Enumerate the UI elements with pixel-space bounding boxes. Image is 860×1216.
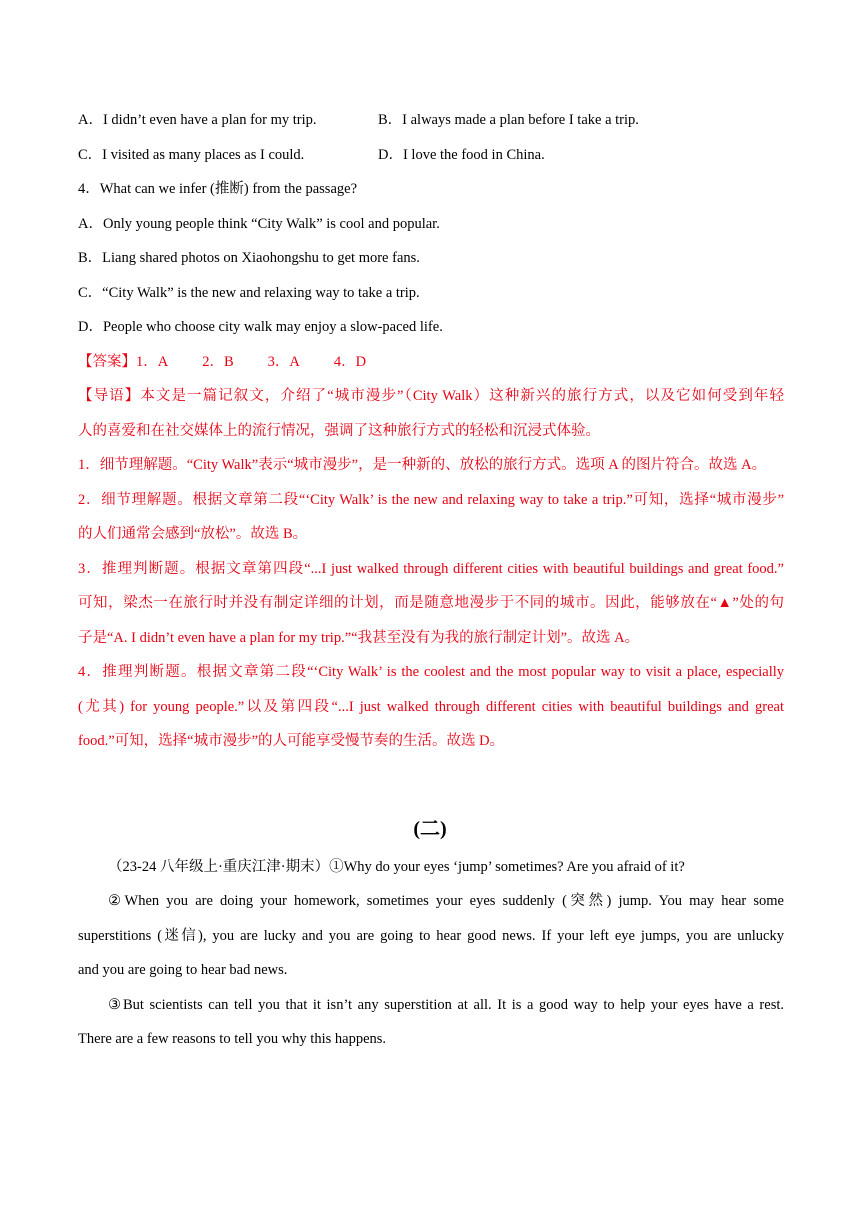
passage-paragraph-2-line-2: superstitions (迷信), you are lucky and you are going to hear good news. If your left eye jumps, you are unlucky <box>78 928 784 944</box>
explanation-4-line-2: (尤其) for young people.”以及第四段“...I just walked through different cities with beautiful buildings and great <box>78 699 784 715</box>
explanation-3-line-2: 可知，梁杰一在旅行时并没有制定详细的计划，而是随意地漫步于不同的城市。因此，能够放在“▲”处的句 <box>78 595 784 611</box>
q3-option-a: A．I didn’t even have a plan for my trip. <box>78 112 317 128</box>
explanation-4-line-3: food.”可知，选择“城市漫步”的人可能享受慢节奏的生活。故选 D。 <box>78 733 505 749</box>
q3-option-c: C．I visited as many places as I could. <box>78 147 305 163</box>
q4-stem: 4．What can we infer (推断) from the passage? <box>78 181 358 197</box>
passage-paragraph-3-line-1: ③But scientists can tell you that it isn’t any superstition at all. It is a good way to help your eyes have a rest. <box>108 997 784 1013</box>
q3-options-row2 <box>78 145 784 165</box>
guide-line-2: 人的喜爱和在社交媒体上的流行情况，强调了这种旅行方式的轻松和沉浸式体验。 <box>78 423 600 439</box>
answer-line <box>78 352 784 372</box>
q3-option-d: D．I love the food in China. <box>378 147 545 163</box>
passage-paragraph-3-line-2: There are a few reasons to tell you why this happens. <box>78 1031 387 1047</box>
passage-paragraph-2-line-3: and you are going to hear bad news. <box>78 962 288 978</box>
q4-option-b: B．Liang shared photos on Xiaohongshu to get more fans. <box>78 250 420 266</box>
q4-option-c: C．“City Walk” is the new and relaxing way to take a trip. <box>78 285 420 301</box>
explanation-2-line-2: 的人们通常会感到“放松”。故选 B。 <box>78 526 308 542</box>
guide-line-1 <box>78 386 784 406</box>
explanation-1: 1．细节理解题。“City Walk”表示“城市漫步”，是一种新的、放松的旅行方式。选项 A 的图片符合。故选 A。 <box>78 457 767 473</box>
explanation-3-line-1: 3．推理判断题。根据文章第四段“...I just walked through different cities with beautiful buildings and great food.” <box>78 561 784 577</box>
q4-option-d: D．People who choose city walk may enjoy a slow-paced life. <box>78 319 443 335</box>
answer-item: 3．A <box>267 354 300 370</box>
q3-option-b: B．I always made a plan before I take a trip. <box>378 112 639 128</box>
answer-item: 2．B <box>202 354 234 370</box>
answer-label: 【答案】 <box>78 354 136 370</box>
guide-text-1: 本文是一篇记叙文，介绍了“城市漫步”（City Walk）这种新兴的旅行方式，以及它如何受到年轻 <box>140 388 785 404</box>
answer-item: 4．D <box>333 354 367 370</box>
explanation-2-line-1: 2．细节理解题。根据文章第二段“‘City Walk’ is the new and relaxing way to take a trip.”可知，选择“城市漫步” <box>78 492 784 508</box>
explanation-4-line-1: 4．推理判断题。根据文章第二段“‘City Walk’ is the coolest and the most popular way to visit a place, especially <box>78 664 784 680</box>
passage-paragraph-1: （23-24 八年级上·重庆江津·期末）①Why do your eyes ‘jump’ sometimes? Are you afraid of it? <box>108 859 685 875</box>
q3-options-row1 <box>78 110 784 130</box>
q4-option-a: A．Only young people think “City Walk” is cool and popular. <box>78 216 440 232</box>
explanation-3-line-3: 子是“A. I didn’t even have a plan for my trip.”“我甚至没有为我的旅行制定计划”。故选 A。 <box>78 630 640 646</box>
passage-paragraph-2-line-1: ②When you are doing your homework, sometimes your eyes suddenly (突然) jump. You may hear some <box>108 893 784 909</box>
guide-label: 【导语】 <box>78 388 141 404</box>
section-heading: (二) <box>413 818 447 840</box>
answer-item: 1．A <box>136 354 169 370</box>
